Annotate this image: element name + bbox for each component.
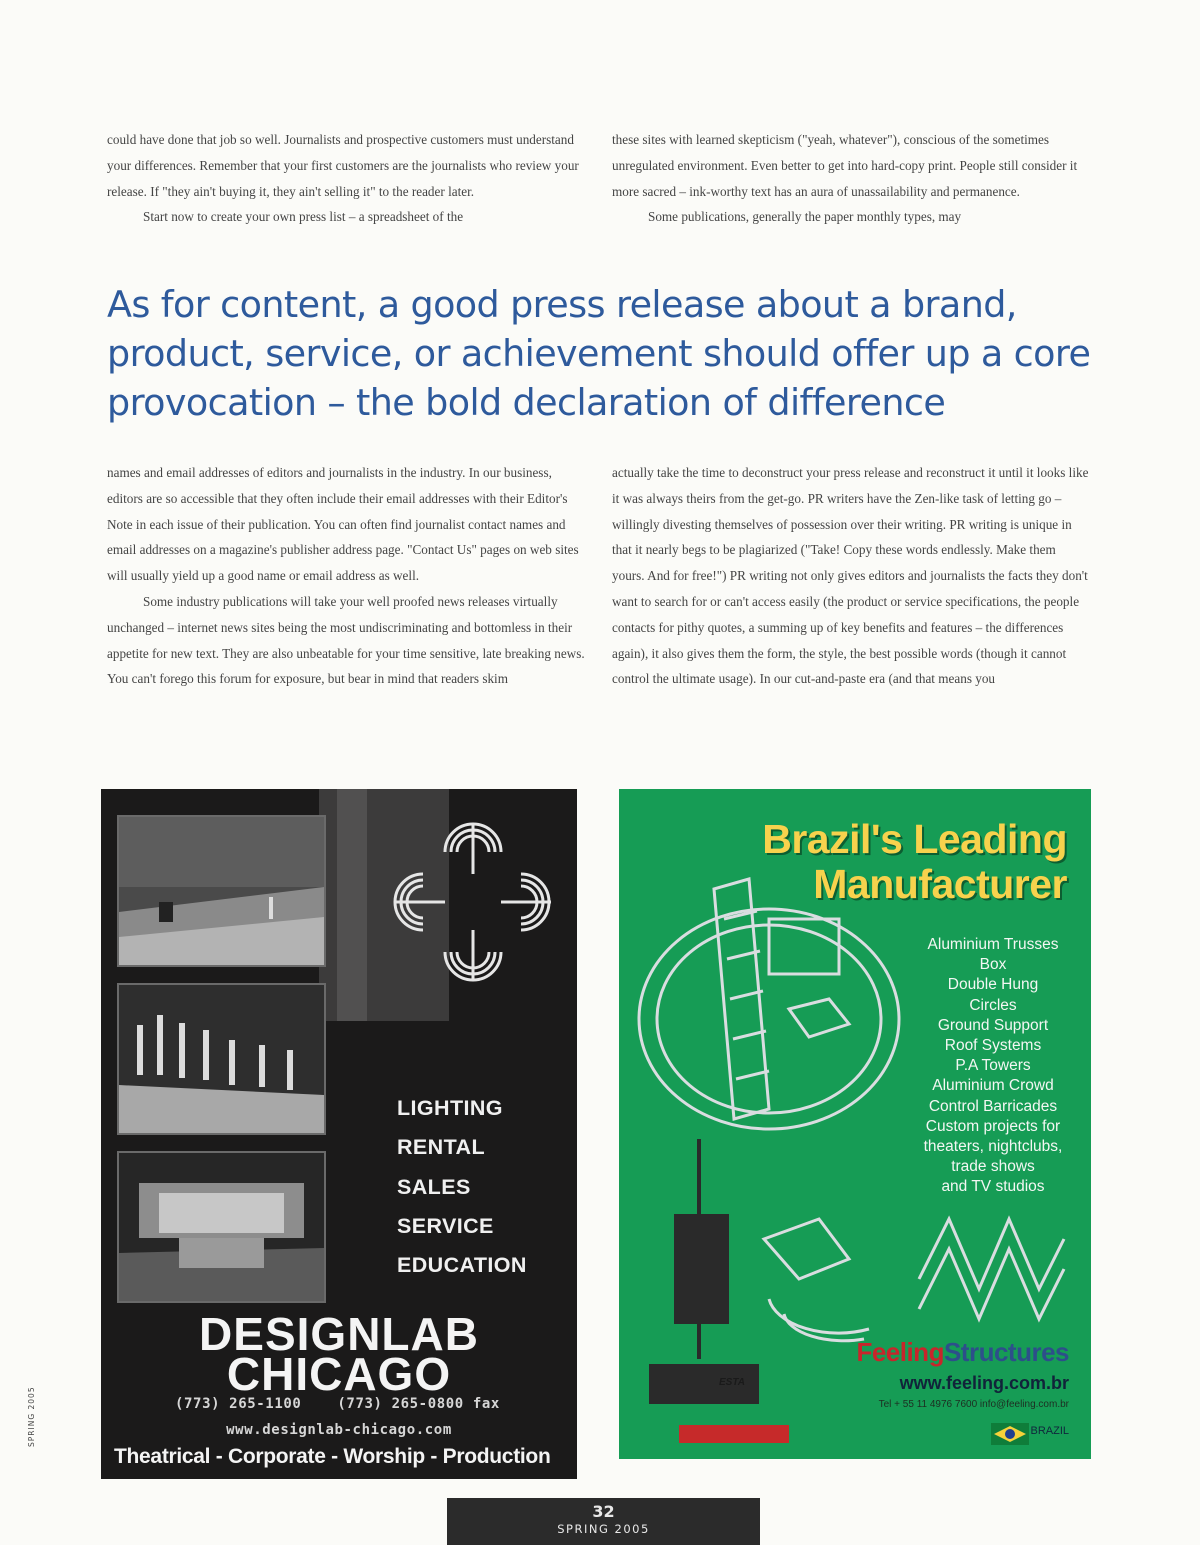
feeling-headline [762,817,1067,907]
designlab-website: www.designlab-chicago.com [226,1422,452,1438]
paragraph: actually take the time to deconstruct your press release and reconstruct it until it looks like it was always theirs from the get-go. PR writers have the Zen-like task of letting go – willingly divesting themselves of possession over their writing. PR writing is unique in that it nearly begs to be plagiarized ("Take! Copy these words endlessly. Make them yours. And for free!") PR writing not only gives editors and journalists the facts they don't want to search for or can't access easily (the product or service specifications, the people contacts for pithy quotes, a summing up of key benefits and features – the differences again), it also gives them the form, the style, the best possible words (though it cannot control the ultimate usage). In our cut-and-paste era (and that means you [612,465,1089,687]
product-item: Aluminium Crowd [932,1077,1054,1095]
designlab-tagline: Theatrical - Corporate - Worship - Production [114,1445,551,1468]
product-item: Double Hung [947,976,1039,994]
issue-label: SPRING 2005 [557,1522,650,1536]
service-item: RENTAL [397,1135,485,1160]
service-item: EDUCATION [397,1253,527,1278]
country-label: BRAZIL [1030,1425,1069,1437]
designlab-name: DESIGNLAB [199,1308,479,1360]
paragraph: Some industry publications will take your well proofed news releases virtually unchanged – internet news sites being the most undiscriminating and bottomless in their appetite for new text. They are also unbeatable for your time sensitive, late breaking news. You can't forego this forum for exposure, but bear in mind that readers skim [107,593,585,687]
dance-photo [117,983,326,1135]
fax-number: (773) 265-0800 fax [337,1396,500,1412]
paragraph: Some publications, generally the paper monthly types, may [648,209,962,225]
service-item: SALES [397,1174,471,1199]
product-item: Control Barricades [928,1097,1058,1115]
paragraph: names and email addresses of editors and journalists in the industry. In our business, editors are so accessible that they often include their email addresses with their Editor's Note in each issue of their publication. You can often find journalist contact names and email addresses on a magazine's publisher address page. "Contact Us" pages on web sites will usually yield up a good name or email address as well. [107,465,579,584]
designlab-advertisement [101,789,577,1479]
pull-quote: As for content, a good press release about a brand, product, service, or achievement should offer up a core provocation – the bold declaration of difference [107,283,1091,424]
top-right-column [612,127,1090,230]
phone-number: (773) 265-1100 [175,1396,302,1412]
products-list [907,935,1079,1198]
esta-logo: ESTA [719,1377,745,1388]
designlab-city: CHICAGO [226,1348,452,1400]
brand-feeling: Feeling [856,1337,944,1367]
product-item: P.A Towers [955,1057,1031,1075]
service-item: LIGHTING [397,1096,503,1120]
feeling-structures-advertisement [619,789,1091,1459]
feeling-structures-logo [856,1337,1069,1368]
feeling-website: www.feeling.com.br [899,1373,1069,1393]
product-item: Aluminium Trusses [927,936,1059,953]
headline-line-2: Manufacturer [813,861,1067,907]
mid-right-column [612,460,1090,692]
page-number: 32 [592,1502,615,1521]
stage-photo [117,815,326,967]
product-item: Circles [969,996,1017,1014]
brazil-flag-icon [991,1423,1029,1445]
paragraph: could have done that job so well. Journalists and prospective customers must understand your differences. Remember that your first customers are the journalists who review your release. If "they ain't buying it, they ain't selling it" to the reader later. [107,132,579,199]
top-left-column [107,127,585,230]
product-item: Ground Support [937,1016,1049,1034]
product-item: Custom projects for [925,1117,1061,1135]
product-item: and TV studios [941,1178,1045,1196]
product-item: Roof Systems [944,1037,1042,1055]
headline-line-1: Brazil's Leading [762,816,1067,862]
product-item: trade shows [951,1158,1035,1176]
service-item: SERVICE [397,1213,494,1238]
mid-left-column [107,460,585,692]
sponsor-logo-bar [679,1425,789,1443]
services-list [397,1089,527,1285]
paragraph: Start now to create your own press list – a spreadsheet of the [143,209,464,225]
designlab-phone-line [175,1396,500,1412]
page-footer [447,1498,760,1545]
feeling-contact: Tel + 55 11 4976 7600 info@feeling.com.br [878,1399,1069,1410]
product-item: Box [979,956,1007,974]
decorative-stripe [337,789,367,1021]
brand-structures: Structures [943,1337,1069,1367]
side-issue-label: SPRING 2005 [27,1386,36,1447]
paragraph: these sites with learned skepticism ("yeah, whatever"), conscious of the sometimes unregulated environment. Even better to get into hard-copy print. People still consider it more sacred – ink-worthy text has an aura of unassailability and permanence. [612,132,1078,199]
concert-photo [117,1151,326,1303]
product-item: theaters, nightclubs, [923,1138,1063,1156]
designlab-logo-icon [375,804,569,1000]
